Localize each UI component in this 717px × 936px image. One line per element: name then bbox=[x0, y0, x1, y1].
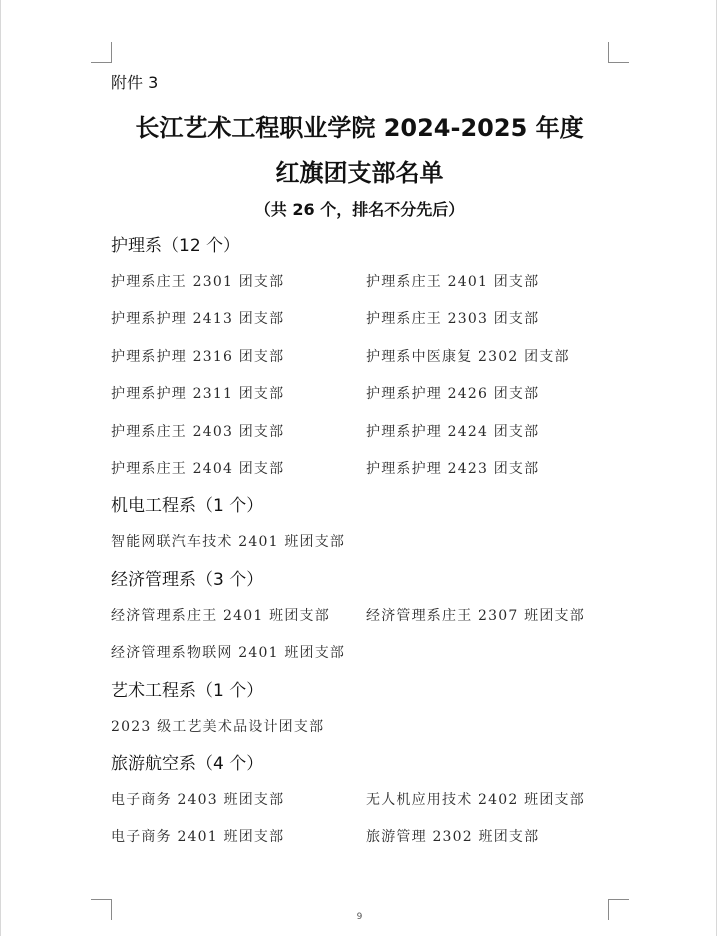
branch-row bbox=[111, 416, 611, 453]
branch-name: 护理系护理 2413 团支部 bbox=[111, 311, 285, 328]
branch-name: 护理系庄王 2404 团支部 bbox=[111, 460, 285, 477]
branch-row bbox=[111, 784, 611, 821]
branch-name: 护理系中医康复 2302 团支部 bbox=[366, 348, 570, 365]
department-heading: 护理系（12 个） bbox=[111, 236, 241, 256]
crop-mark-top-right bbox=[608, 42, 629, 63]
department-section bbox=[111, 675, 611, 748]
branch-name: 护理系庄王 2303 团支部 bbox=[366, 311, 540, 328]
department-heading: 机电工程系（1 个） bbox=[111, 496, 264, 517]
page-number: 9 bbox=[356, 912, 363, 922]
branch-name: 经济管理系庄王 2307 班团支部 bbox=[366, 607, 585, 624]
branch-row bbox=[111, 526, 611, 563]
branch-name: 经济管理系物联网 2401 班团支部 bbox=[111, 645, 346, 662]
branch-row bbox=[111, 821, 611, 858]
document-subtitle: （共 26 个，排名不分先后） bbox=[254, 200, 465, 219]
branch-row bbox=[111, 266, 611, 303]
department-section bbox=[111, 748, 611, 859]
branch-name: 经济管理系庄王 2401 班团支部 bbox=[111, 607, 330, 624]
branch-row bbox=[111, 637, 611, 674]
department-heading: 艺术工程系（1 个） bbox=[111, 680, 264, 701]
branch-name: 智能网联汽车技术 2401 班团支部 bbox=[111, 534, 346, 551]
department-heading: 经济管理系（3 个） bbox=[111, 569, 264, 590]
department-heading: 旅游航空系（4 个） bbox=[111, 753, 264, 774]
branch-row bbox=[111, 600, 611, 637]
branch-row bbox=[111, 711, 611, 748]
document-title-line2: 红旗团支部名单 bbox=[275, 159, 444, 187]
branch-name: 2023 级工艺美术品设计团支部 bbox=[111, 718, 325, 735]
branch-name: 护理系庄王 2401 团支部 bbox=[366, 274, 540, 290]
crop-mark-top-left bbox=[91, 42, 112, 63]
branch-name: 电子商务 2401 班团支部 bbox=[111, 829, 285, 846]
branch-name: 护理系护理 2424 团支部 bbox=[366, 423, 540, 440]
branch-name: 护理系护理 2311 团支部 bbox=[111, 386, 285, 403]
branch-name: 电子商务 2403 班团支部 bbox=[111, 791, 285, 808]
branch-row bbox=[111, 341, 611, 378]
branch-name: 旅游管理 2302 班团支部 bbox=[366, 829, 540, 846]
department-section bbox=[111, 564, 611, 675]
branch-row bbox=[111, 378, 611, 415]
branch-row bbox=[111, 453, 611, 490]
branch-name: 护理系护理 2316 团支部 bbox=[111, 348, 285, 365]
department-list bbox=[111, 230, 611, 859]
branch-name: 护理系庄王 2301 团支部 bbox=[111, 274, 285, 290]
department-section bbox=[111, 230, 611, 490]
attachment-label: 附件 3 bbox=[111, 73, 159, 92]
department-section bbox=[111, 490, 611, 563]
branch-name: 护理系庄王 2403 团支部 bbox=[111, 423, 285, 440]
branch-name: 护理系护理 2423 团支部 bbox=[366, 460, 540, 477]
branch-name: 护理系护理 2426 团支部 bbox=[366, 386, 540, 403]
document-title-line1: 长江艺术工程职业学院 2024-2025 年度 bbox=[135, 114, 584, 142]
branch-name: 无人机应用技术 2402 班团支部 bbox=[366, 791, 585, 808]
branch-row bbox=[111, 303, 611, 340]
